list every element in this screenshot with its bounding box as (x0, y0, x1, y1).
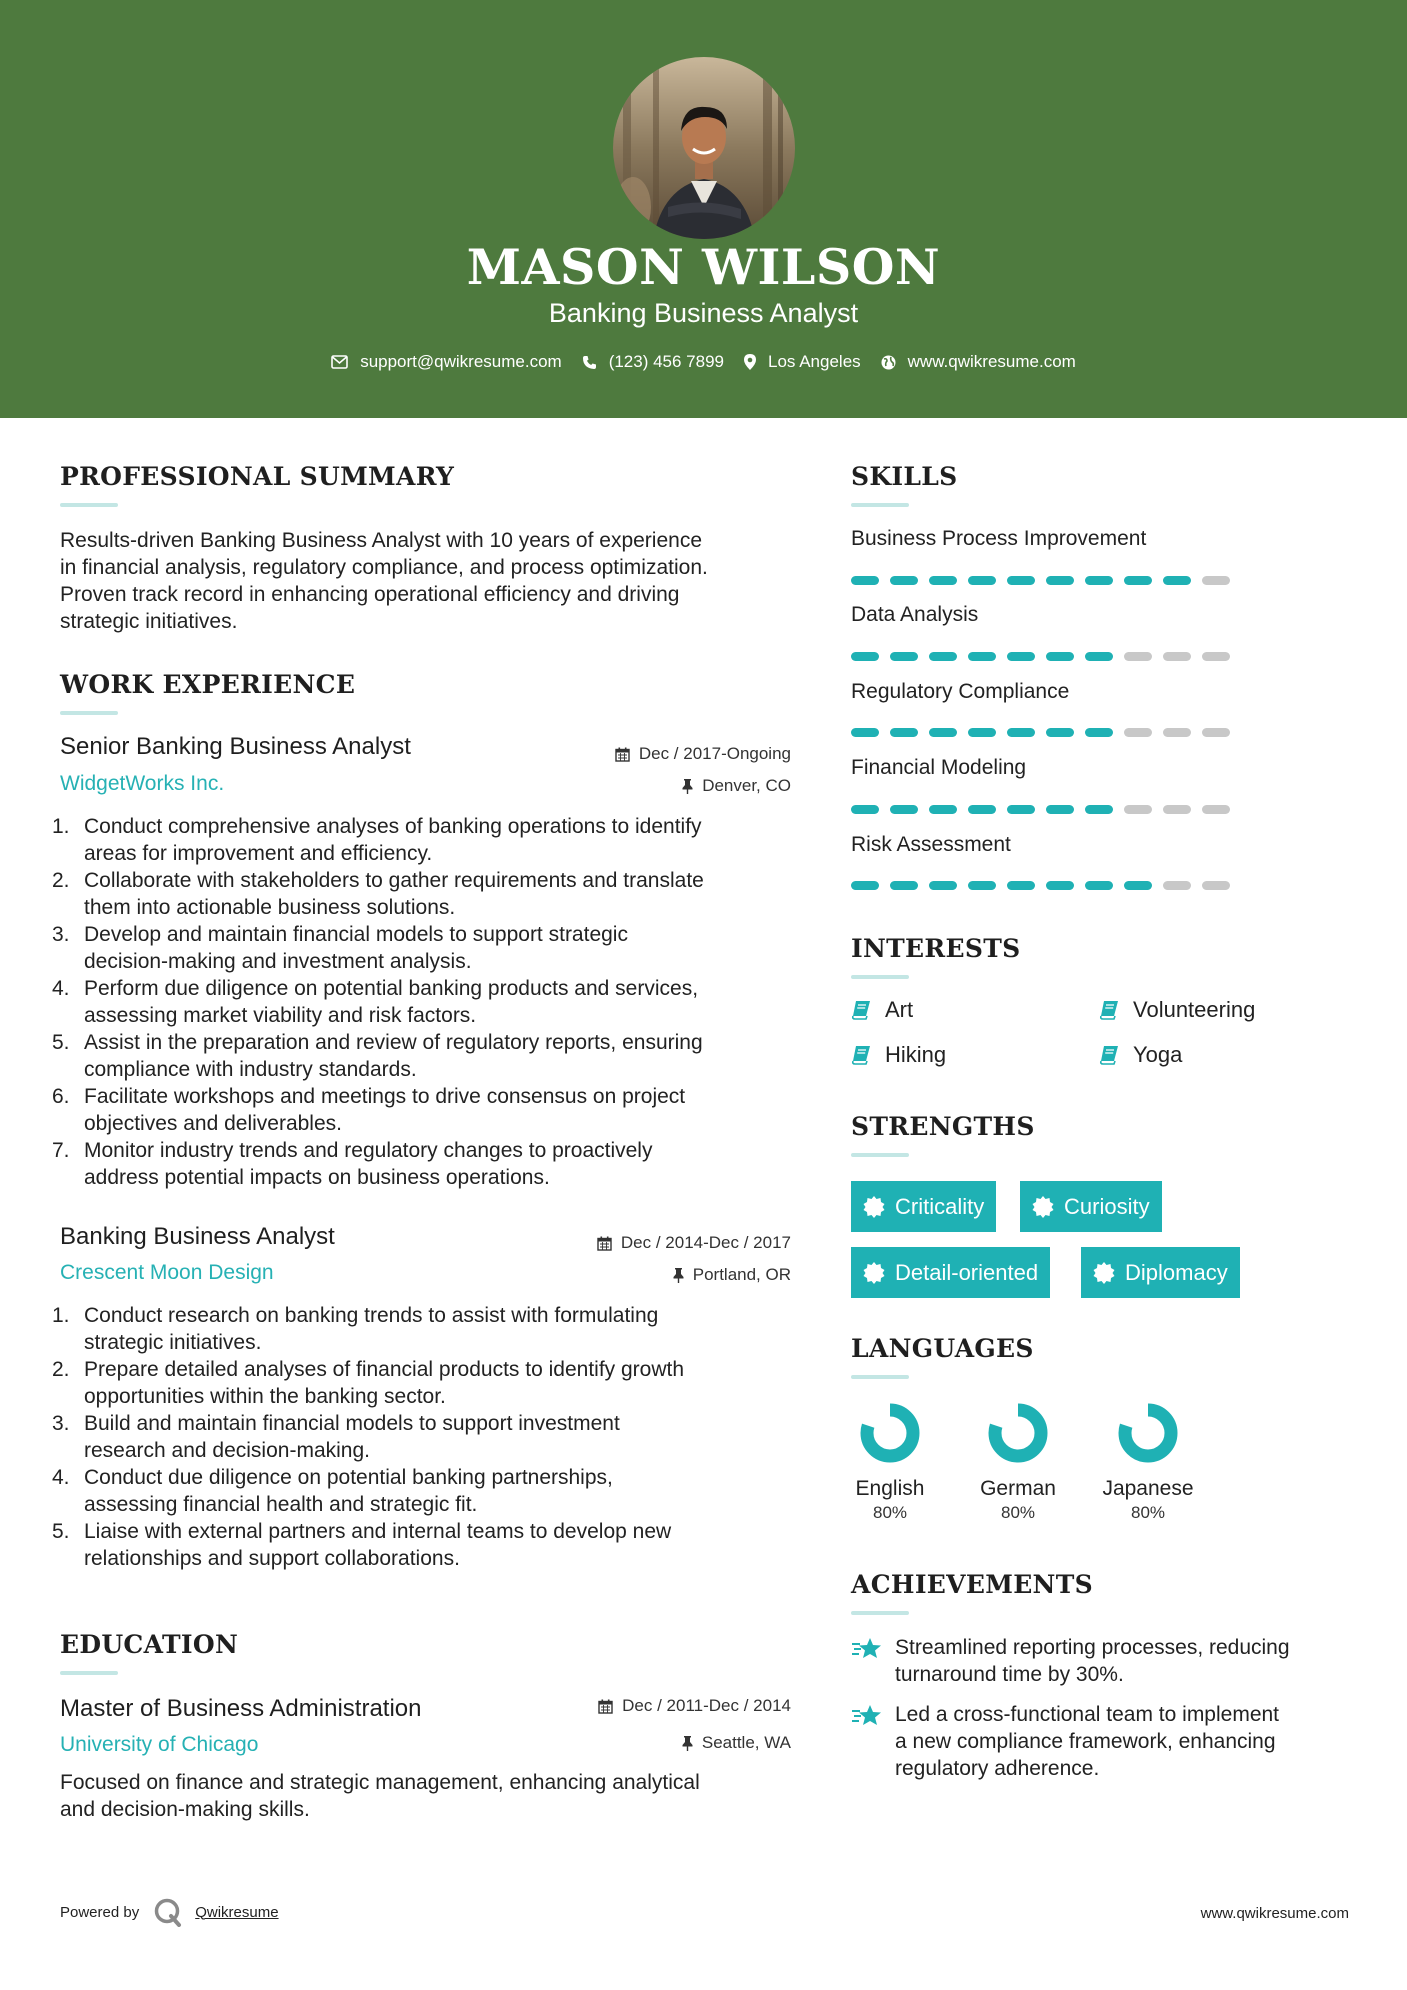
strength-tag (1081, 1247, 1240, 1298)
language-percent: 80% (872, 1503, 908, 1522)
language-item (835, 1402, 945, 1523)
list-line: assessing market viability and risk factors. (84, 1004, 477, 1027)
book-icon (851, 1045, 871, 1065)
summary-line: Results-driven Banking Business Analyst with 10 years of experience (60, 529, 702, 552)
skill-dash (1202, 728, 1230, 737)
profile-photo-image (613, 57, 795, 239)
skill-dash (968, 728, 996, 737)
interest-label: Hiking (885, 1042, 947, 1067)
job-location (673, 1265, 791, 1285)
summary-underline (60, 503, 118, 507)
skill-dash (890, 652, 918, 661)
skill-dash (1124, 576, 1152, 585)
list-number: 1. (52, 1304, 70, 1327)
education-location-text: Seattle, WA (701, 1733, 791, 1752)
language-ring (859, 1402, 921, 1464)
interest-label: Art (885, 997, 914, 1022)
list-line: Develop and maintain financial models to support strategic (84, 923, 628, 946)
shooting-star-icon (851, 1636, 883, 1662)
summary-line: strategic initiatives. (60, 610, 238, 633)
contact-email[interactable] (331, 352, 562, 372)
job-title: Banking Business Analyst (60, 1223, 335, 1250)
book-icon (851, 1000, 871, 1020)
education-dates (598, 1696, 791, 1716)
qwikresume-logo-icon (153, 1897, 183, 1927)
contact-website[interactable] (881, 352, 1076, 372)
language-percent: 80% (1130, 1503, 1166, 1522)
skill-dash (1007, 728, 1035, 737)
qwikresume-link[interactable]: Qwikresume (195, 1903, 279, 1921)
interest-item (1099, 1042, 1182, 1068)
skill-rating (851, 805, 1241, 814)
achievement-line: regulatory adherence. (895, 1757, 1100, 1780)
list-item (52, 921, 800, 975)
list-line: decision-making and investment analysis. (84, 950, 472, 973)
phone-text: (123) 456 7899 (608, 352, 725, 371)
contact-bar (0, 352, 1407, 372)
school-name: University of Chicago (60, 1733, 259, 1756)
location-text: Los Angeles (768, 352, 861, 371)
list-item (52, 1464, 800, 1518)
strengths-heading: STRENGTHS (851, 1112, 1035, 1141)
languages-heading: LANGUAGES (851, 1334, 1034, 1363)
skill-dash (968, 652, 996, 661)
skill-dash (1046, 652, 1074, 661)
list-number: 5. (52, 1520, 70, 1543)
summary-text (60, 527, 708, 635)
skill-dash (1007, 652, 1035, 661)
pushpin-icon (673, 1268, 684, 1283)
list-line: Liaise with external partners and internal teams to develop new (84, 1520, 672, 1543)
summary-heading: PROFESSIONAL SUMMARY (60, 462, 455, 491)
list-item (52, 1137, 800, 1191)
list-number: 4. (52, 977, 70, 1000)
languages-underline (851, 1375, 909, 1379)
list-number: 6. (52, 1085, 70, 1108)
skill-dash (851, 728, 879, 737)
job-dates-text: Dec / 2014-Dec / 2017 (620, 1233, 791, 1252)
language-percent: 80% (1000, 1503, 1036, 1522)
language-ring (1117, 1402, 1179, 1464)
footer-website[interactable]: www.qwikresume.com (1200, 1905, 1349, 1922)
skill-dash (1046, 881, 1074, 890)
skill-dash (1163, 576, 1191, 585)
candidate-name: MASON WILSON (466, 238, 941, 296)
skill-dash (851, 652, 879, 661)
interest-item (1099, 997, 1255, 1023)
contact-phone[interactable] (582, 352, 724, 372)
skill-dash (1085, 576, 1113, 585)
book-icon (1099, 1045, 1119, 1065)
skill-dash (1046, 805, 1074, 814)
language-name: Japanese (1102, 1477, 1194, 1500)
skill-dash (968, 881, 996, 890)
job-dates-text: Dec / 2017-Ongoing (638, 744, 791, 763)
list-line: Conduct research on banking trends to assist with formulating (84, 1304, 659, 1327)
skill-label: Data Analysis (851, 603, 979, 626)
list-line: strategic initiatives. (84, 1331, 262, 1354)
education-description (60, 1769, 700, 1823)
education-location (682, 1733, 791, 1753)
skill-dash (890, 881, 918, 890)
achievements-heading: ACHIEVEMENTS (851, 1570, 1093, 1599)
skill-dash (1163, 805, 1191, 814)
strength-label: Curiosity (1064, 1193, 1150, 1219)
calendar-icon (615, 747, 630, 762)
skill-label: Business Process Improvement (851, 527, 1147, 550)
book-icon (1099, 1000, 1119, 1020)
skill-dash (929, 881, 957, 890)
list-item (52, 1302, 800, 1356)
achievement-item (851, 1701, 1279, 1782)
list-line: relationships and support collaborations. (84, 1547, 460, 1570)
language-ring (987, 1402, 1049, 1464)
skills-heading: SKILLS (851, 462, 958, 491)
pushpin-icon (682, 779, 693, 794)
list-line: Conduct comprehensive analyses of banking operations to identify (84, 815, 702, 838)
footer-powered-by (60, 1897, 279, 1927)
candidate-title: Banking Business Analyst (548, 298, 859, 328)
skill-label: Regulatory Compliance (851, 680, 1070, 703)
list-line: research and decision-making. (84, 1439, 370, 1462)
education-line: and decision-making skills. (60, 1798, 310, 1821)
skill-dash (1046, 576, 1074, 585)
education-underline (60, 1671, 118, 1675)
degree-title: Master of Business Administration (60, 1695, 422, 1722)
globe-icon (881, 355, 896, 370)
list-line: Monitor industry trends and regulatory changes to proactively (84, 1139, 653, 1162)
interests-underline (851, 975, 909, 979)
shooting-star-icon (851, 1703, 883, 1729)
list-item (52, 1410, 800, 1464)
list-number: 7. (52, 1139, 70, 1162)
badge-icon (1093, 1262, 1115, 1284)
list-line: compliance with industry standards. (84, 1058, 417, 1081)
skills-underline (851, 503, 909, 507)
skill-rating (851, 881, 1241, 890)
skill-dash (890, 805, 918, 814)
skill-dash (1124, 805, 1152, 814)
job-title: Senior Banking Business Analyst (60, 733, 411, 760)
education-heading: EDUCATION (60, 1630, 239, 1659)
skill-rating (851, 728, 1241, 737)
skill-dash (1085, 652, 1113, 661)
list-line: address potential impacts on business operations. (84, 1166, 550, 1189)
skill-dash (1124, 728, 1152, 737)
strength-tag (851, 1181, 996, 1232)
skill-dash (1163, 652, 1191, 661)
skill-dash (968, 576, 996, 585)
strength-tag (1020, 1181, 1162, 1232)
skill-dash (1124, 652, 1152, 661)
summary-line: Proven track record in enhancing operational efficiency and driving (60, 583, 680, 606)
achievement-line: Streamlined reporting processes, reducing (895, 1636, 1290, 1659)
skill-dash (929, 728, 957, 737)
strengths-underline (851, 1153, 909, 1157)
list-number: 2. (52, 1358, 70, 1381)
skill-dash (1007, 805, 1035, 814)
education-line: Focused on finance and strategic management, enhancing analytical (60, 1771, 700, 1794)
list-line: areas for improvement and efficiency. (84, 842, 433, 865)
job-duties-list (52, 813, 800, 1191)
calendar-icon (597, 1236, 612, 1251)
list-item (52, 1356, 800, 1410)
list-line: assessing financial health and strategic fit. (84, 1493, 478, 1516)
envelope-icon (331, 355, 348, 369)
list-line: objectives and deliverables. (84, 1112, 342, 1135)
education-dates-text: Dec / 2011-Dec / 2014 (622, 1696, 791, 1715)
skill-dash (851, 576, 879, 585)
language-name: English (855, 1477, 925, 1500)
language-name: German (980, 1477, 1056, 1500)
skill-dash (851, 805, 879, 814)
skill-dash (851, 881, 879, 890)
list-line: Build and maintain financial models to support investment (84, 1412, 620, 1435)
skill-dash (929, 576, 957, 585)
language-item (1093, 1402, 1203, 1523)
strength-label: Criticality (895, 1193, 985, 1219)
skill-dash (1124, 881, 1152, 890)
badge-icon (1032, 1196, 1054, 1218)
skill-dash (1007, 576, 1035, 585)
skill-dash (1085, 805, 1113, 814)
skill-dash (1202, 652, 1230, 661)
list-item (52, 975, 800, 1029)
achievements-underline (851, 1611, 909, 1615)
skill-dash (929, 805, 957, 814)
list-line: Perform due diligence on potential banking products and services, (84, 977, 699, 1000)
list-line: them into actionable business solutions. (84, 896, 456, 919)
language-item (963, 1402, 1073, 1523)
job-dates (597, 1233, 791, 1253)
list-number: 3. (52, 923, 70, 946)
website-text: www.qwikresume.com (907, 352, 1076, 371)
map-pin-icon (744, 354, 756, 370)
skill-dash (890, 728, 918, 737)
job-duties-list (52, 1302, 800, 1572)
phone-icon (582, 355, 597, 370)
skill-dash (929, 652, 957, 661)
interest-label: Yoga (1133, 1042, 1183, 1067)
summary-line: in financial analysis, regulatory compliance, and process optimization. (60, 556, 708, 579)
job-location-text: Denver, CO (702, 776, 791, 795)
interest-item (851, 997, 913, 1023)
skill-dash (1163, 881, 1191, 890)
list-item (52, 1083, 800, 1137)
list-item (52, 813, 800, 867)
strength-label: Diplomacy (1125, 1259, 1228, 1285)
list-line: Facilitate workshops and meetings to drive consensus on project (84, 1085, 686, 1108)
pushpin-icon (682, 1736, 693, 1751)
list-number: 1. (52, 815, 70, 838)
skill-dash (890, 576, 918, 585)
interest-item (851, 1042, 946, 1068)
badge-icon (863, 1196, 885, 1218)
list-line: Collaborate with stakeholders to gather requirements and translate (84, 869, 704, 892)
skill-dash (1046, 728, 1074, 737)
list-item (52, 1029, 800, 1083)
skill-dash (968, 805, 996, 814)
powered-by-text: Powered by (60, 1903, 140, 1921)
company-name: Crescent Moon Design (60, 1261, 274, 1284)
skill-dash (1163, 728, 1191, 737)
skill-label: Financial Modeling (851, 756, 1027, 779)
list-number: 4. (52, 1466, 70, 1489)
skill-dash (1202, 881, 1230, 890)
achievement-line: a new compliance framework, enhancing (895, 1730, 1276, 1753)
skill-label: Risk Assessment (851, 833, 1011, 856)
profile-photo (613, 57, 795, 239)
skill-dash (1085, 881, 1113, 890)
job-location (682, 776, 791, 796)
strength-tag (851, 1247, 1050, 1298)
job-dates (615, 744, 791, 764)
list-item (52, 867, 800, 921)
interests-heading: INTERESTS (851, 934, 1021, 963)
strength-label: Detail-oriented (895, 1259, 1039, 1285)
interest-label: Volunteering (1133, 997, 1256, 1022)
list-line: Prepare detailed analyses of financial products to identify growth (84, 1358, 685, 1381)
achievement-item (851, 1634, 1290, 1688)
achievement-line: turnaround time by 30%. (895, 1663, 1124, 1686)
list-line: opportunities within the banking sector. (84, 1385, 446, 1408)
skill-rating (851, 576, 1241, 585)
resume-header (0, 0, 1407, 418)
job-location-text: Portland, OR (692, 1265, 791, 1284)
calendar-icon (598, 1699, 613, 1714)
skill-rating (851, 652, 1241, 661)
skill-dash (1202, 805, 1230, 814)
list-line: Assist in the preparation and review of regulatory reports, ensuring (84, 1031, 703, 1054)
skill-dash (1085, 728, 1113, 737)
experience-heading: WORK EXPERIENCE (60, 670, 356, 699)
list-number: 5. (52, 1031, 70, 1054)
achievement-line: Led a cross-functional team to implement (895, 1703, 1280, 1726)
list-number: 3. (52, 1412, 70, 1435)
contact-location (744, 352, 861, 372)
list-line: Conduct due diligence on potential banking partnerships, (84, 1466, 613, 1489)
company-name: WidgetWorks Inc. (60, 772, 225, 795)
list-item (52, 1518, 800, 1572)
skill-dash (1202, 576, 1230, 585)
experience-underline (60, 711, 118, 715)
email-text: support@qwikresume.com (360, 352, 562, 371)
skill-dash (1007, 881, 1035, 890)
list-number: 2. (52, 869, 70, 892)
badge-icon (863, 1262, 885, 1284)
